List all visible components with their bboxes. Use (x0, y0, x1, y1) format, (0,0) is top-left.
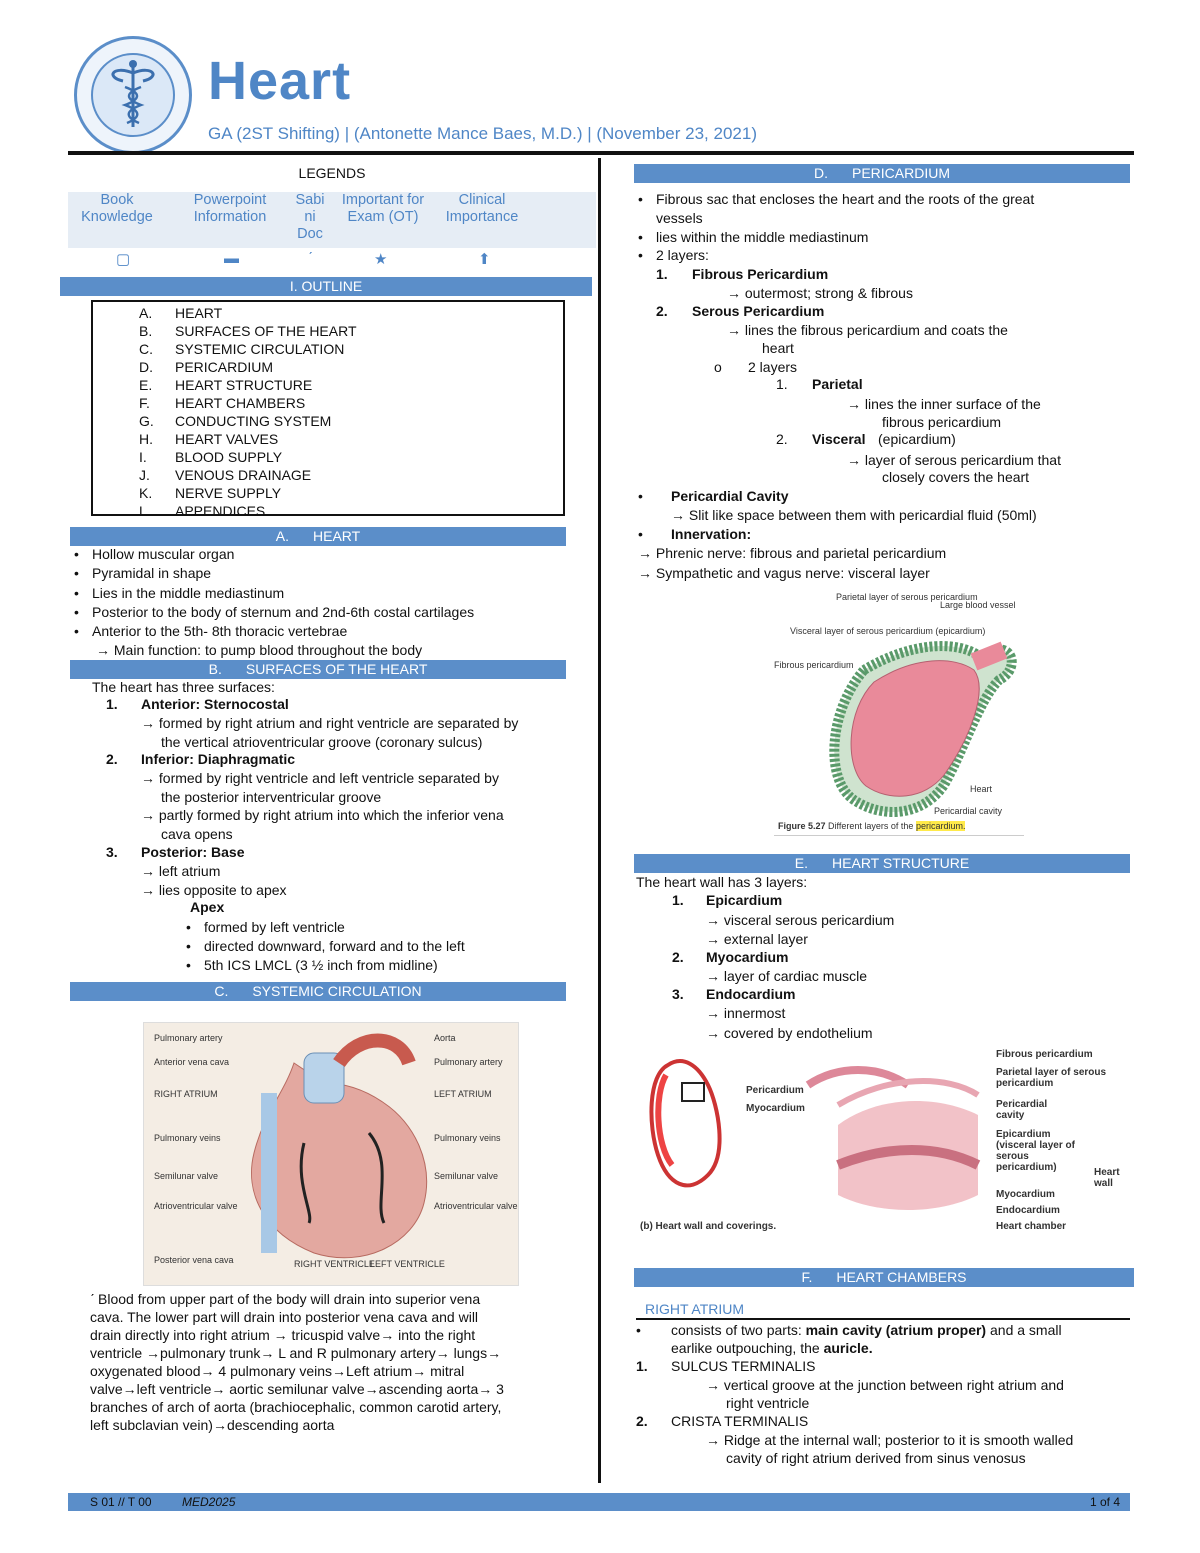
book-icon: ▢ (116, 251, 131, 268)
fig-label: Fibrous pericardium (774, 660, 854, 670)
sec-b-intro: The heart has three surfaces: (92, 679, 275, 695)
pericardium-text: 2 layers (748, 359, 798, 375)
chambers-text: consists of two parts: main cavity (atrium proper) and a small (671, 1322, 1062, 1338)
fig-label: Parietal layer of serous pericardium (996, 1067, 1107, 1089)
outline-item (139, 502, 357, 520)
chambers-text: → vertical groove at the junction between right atrium and (706, 1377, 1064, 1393)
fig-caption: (b) Heart wall and coverings. (640, 1221, 777, 1232)
fig-label: Parietal layer of serous pericardium (836, 592, 978, 602)
fig-label: Pericardial cavity (934, 806, 1003, 816)
pericardium-text: → lines the fibrous pericardium and coats the (727, 322, 1008, 338)
endocardium-title: Endocardium (706, 986, 796, 1002)
fig-label: Atrioventricular valve (434, 1201, 518, 1211)
fig-label: Pulmonary artery (154, 1033, 223, 1043)
outline-bar: I. OUTLINE (60, 277, 592, 296)
outline-letter: C. (139, 341, 153, 357)
surface-text: → lies opposite to apex (141, 882, 287, 898)
footer-code: S 01 // T 00 (90, 1495, 152, 1509)
circulation-text: ventricle →pulmonary trunk→ L and R pulmonary artery→ lungs→ (90, 1345, 502, 1361)
outline-label: HEART CHAMBERS (175, 395, 306, 411)
apex-item: directed downward, forward and to the left (204, 938, 465, 954)
bullet-dot: • (74, 623, 79, 639)
section-d-bar: D. PERICARDIUM (634, 164, 1130, 183)
outline-label: SURFACES OF THE HEART (175, 323, 357, 339)
surface-text: the vertical atrioventricular groove (coronary sulcus) (161, 734, 483, 750)
surface-text: cava opens (161, 826, 233, 842)
outline-letter: B. (139, 323, 153, 339)
chambers-text: cavity of right atrium derived from sinus venosus (726, 1450, 1026, 1466)
structure-text: → visceral serous pericardium (706, 912, 895, 928)
list-number: 2. (636, 1413, 648, 1429)
page-title: Heart (208, 51, 352, 111)
bullet-dot: • (186, 957, 191, 973)
bullet-dot: • (638, 526, 643, 542)
sec-a-bullet: Posterior to the body of sternum and 2nd-6th costal cartilages (92, 604, 475, 620)
outline-label: PERICARDIUM (175, 359, 274, 375)
footer-batch: MED2025 (182, 1495, 236, 1509)
outline-label: HEART (175, 305, 223, 321)
heart-wall-figure (638, 1045, 1130, 1241)
outline-item (139, 340, 357, 358)
outline-item (139, 484, 357, 502)
circulation-text: drain directly into right atrium → tricuspid valve→ into the right (90, 1327, 476, 1343)
structure-text: → external layer (706, 931, 808, 947)
page-footer (68, 1493, 1130, 1511)
outline-label: BLOOD SUPPLY (175, 449, 283, 465)
fig-label: LEFT VENTRICLE (370, 1259, 445, 1269)
fig-label: Heart chamber (996, 1221, 1067, 1232)
legend-book: Book Knowledge (81, 192, 153, 225)
epicardium-title: Epicardium (706, 892, 783, 908)
bullet-dot: • (638, 191, 643, 207)
outline-letter: H. (139, 431, 153, 447)
outline-letter: E. (139, 377, 153, 393)
sec-a-bullet: Lies in the middle mediastinum (92, 585, 285, 601)
subheading-rule (636, 1318, 1130, 1320)
fig-label: Myocardium (996, 1189, 1055, 1200)
bullet-dot: • (74, 604, 79, 620)
bullet-dot: • (636, 1322, 641, 1338)
structure-text: → layer of cardiac muscle (706, 968, 868, 984)
outline-label: APPENDICES (175, 503, 266, 519)
list-number: 1. (636, 1358, 648, 1374)
caduceus-icon (93, 55, 173, 135)
bullet-dot: • (186, 938, 191, 954)
legend-powerpoint: Powerpoint Information (193, 192, 267, 225)
fig-label: Pulmonary artery (434, 1057, 503, 1067)
myocardium-title: Myocardium (706, 949, 789, 965)
pericardium-text: lies within the middle mediastinum (656, 229, 869, 245)
bullet-dot: • (74, 546, 79, 562)
innervation-title: Innervation: (671, 526, 752, 542)
surface-text: → formed by right ventricle and left ventricle separated by (141, 770, 499, 786)
outline-item (139, 466, 357, 484)
list-number: 1. (776, 376, 788, 392)
circulation-text: cava. The lower part will drain into posterior vena cava and will (90, 1309, 479, 1325)
section-c-bar: C. SYSTEMIC CIRCULATION (70, 982, 566, 1001)
fig-label: Pericardial cavity (996, 1099, 1048, 1121)
outline-item (139, 376, 357, 394)
outline-item (139, 358, 357, 376)
bullet-dot: • (74, 565, 79, 581)
outline-letter: D. (139, 359, 153, 375)
outline-letter: A. (139, 305, 153, 321)
list-number: 3. (672, 986, 684, 1002)
outline-item (139, 322, 357, 340)
fig-label: Endocardium (996, 1205, 1060, 1216)
pericardium-text: 2 layers: (656, 247, 709, 263)
fig-label: Heart wall (1094, 1167, 1120, 1189)
surface-text: → left atrium (141, 863, 221, 879)
pericardium-text: closely covers the heart (882, 469, 1030, 485)
pericardium-text: fibrous pericardium (882, 414, 1002, 430)
fig-label: Visceral layer of serous pericardium (epicardium) (790, 626, 986, 636)
page-subtitle: GA (2ST Shifting) | (Antonette Mance Baes, M.D.) | (November 23, 2021) (208, 124, 757, 143)
sec-a-arrow: → Main function: to pump blood throughout the body (96, 642, 423, 658)
pericardium-text: → layer of serous pericardium that (847, 452, 1061, 468)
legend-clinical: Clinical Importance (445, 192, 519, 225)
fig-label: Semilunar valve (154, 1171, 219, 1181)
pericardium-text: → lines the inner surface of the (847, 396, 1041, 412)
header-rule (68, 151, 1134, 155)
legend-sabi: Sabi ni Doc (295, 192, 325, 242)
list-number: 1. (656, 266, 668, 282)
legends-row (68, 192, 596, 248)
surface-text: the posterior interventricular groove (161, 789, 382, 805)
column-divider (598, 158, 601, 1483)
sulcus-terminalis-title: SULCUS TERMINALIS (671, 1358, 816, 1374)
fig-label: Pulmonary veins (434, 1133, 501, 1143)
pericardium-text: → outermost; strong & fibrous (727, 285, 913, 301)
right-atrium-subheading: RIGHT ATRIUM (645, 1301, 745, 1317)
fig-label: Pericardium (746, 1085, 804, 1096)
section-e-bar: E. HEART STRUCTURE (634, 854, 1130, 873)
section-a-bar: A. HEART (70, 527, 566, 546)
pericardium-text: vessels (656, 210, 703, 226)
list-number: 1. (106, 696, 118, 712)
outline-list (139, 304, 357, 520)
legend-important: Important for Exam (OT) (341, 192, 425, 225)
structure-text: → covered by endothelium (706, 1025, 873, 1041)
list-number: 1. (672, 892, 684, 908)
legends-heading: LEGENDS (298, 165, 366, 181)
outline-letter: J. (139, 467, 150, 483)
outline-letter: I. (139, 449, 147, 465)
list-number: 2. (106, 751, 118, 767)
outline-letter: K. (139, 485, 153, 501)
speech-icon: ˊ (308, 250, 313, 267)
bullet-dot: • (74, 585, 79, 601)
pericardium-figure (774, 590, 1024, 836)
fig-label: Myocardium (746, 1103, 805, 1114)
sec-e-intro: The heart wall has 3 layers: (636, 874, 808, 890)
outline-label: CONDUCTING SYSTEM (175, 413, 332, 429)
sec-a-bullet: Anterior to the 5th- 8th thoracic vertebrae (92, 623, 348, 639)
list-number: 2. (672, 949, 684, 965)
list-marker: o (714, 359, 722, 375)
outline-label: HEART VALVES (175, 431, 279, 447)
bullet-dot: • (638, 488, 643, 504)
chambers-text: right ventricle (726, 1395, 810, 1411)
outline-item (139, 304, 357, 322)
page-number: 1 of 4 (1089, 1495, 1120, 1509)
chambers-text: → Ridge at the internal wall; posterior to it is smooth walled (706, 1432, 1074, 1448)
apex-heading: Apex (190, 899, 225, 915)
bullet-dot: • (638, 247, 643, 263)
apex-item: 5th ICS LMCL (3 ½ inch from midline) (204, 957, 438, 973)
fig-label: Posterior vena cava (154, 1255, 234, 1265)
outline-label: NERVE SUPPLY (175, 485, 282, 501)
circulation-text: left subclavian vein)→descending aorta (90, 1417, 335, 1433)
pericardium-text: heart (762, 340, 794, 356)
pin-icon: ⬆ (478, 251, 491, 268)
pericardium-text: → Slit like space between them with pericardial fluid (50ml) (671, 507, 1037, 523)
fig-label: Large blood vessel (940, 600, 1016, 610)
serous-pericardium-title: Serous Pericardium (692, 303, 825, 319)
outline-label: SYSTEMIC CIRCULATION (175, 341, 345, 357)
outline-item (139, 412, 357, 430)
fig-label: Epicardium (visceral layer of serous pericardium) (996, 1129, 1075, 1173)
circulation-text: branches of arch of aorta (brachiocephalic, common carotid artery, (90, 1399, 502, 1415)
parietal-title: Parietal (812, 376, 863, 392)
fibrous-pericardium-title: Fibrous Pericardium (692, 266, 829, 282)
presentation-icon: ▬ (224, 250, 239, 267)
outline-letter: F. (139, 395, 150, 411)
list-number: 2. (656, 303, 668, 319)
outline-item (139, 430, 357, 448)
bullet-dot: • (186, 919, 191, 935)
sec-a-bullet: Hollow muscular organ (92, 546, 235, 562)
surface-posterior: Posterior: Base (141, 844, 245, 860)
structure-text: → innermost (706, 1005, 786, 1021)
crista-terminalis-title: CRISTA TERMINALIS (671, 1413, 809, 1429)
fig-label: Aorta (434, 1033, 456, 1043)
apex-item: formed by left ventricle (204, 919, 345, 935)
outline-item (139, 448, 357, 466)
surface-anterior: Anterior: Sternocostal (141, 696, 289, 712)
outline-letter: G. (139, 413, 154, 429)
fig-label: Fibrous pericardium (996, 1049, 1093, 1060)
chambers-text: earlike outpouching, the auricle. (671, 1340, 873, 1356)
fig-label: Pulmonary veins (154, 1133, 221, 1143)
outline-label: HEART STRUCTURE (175, 377, 313, 393)
visceral-paren: (epicardium) (878, 431, 956, 447)
bullet-dot: • (638, 229, 643, 245)
fig-label: RIGHT ATRIUM (154, 1089, 218, 1099)
circulation-text: valve→left ventricle→ aortic semilunar valve→ascending aorta→ 3 (90, 1381, 504, 1397)
section-b-bar: B. SURFACES OF THE HEART (70, 660, 566, 679)
circulation-text: oxygenated blood→ 4 pulmonary veins→Left atrium→ mitral (90, 1363, 465, 1379)
visceral-title: Visceral (812, 431, 866, 447)
circulation-text: Blood from upper part of the body will drain into superior vena (98, 1291, 481, 1307)
surface-text: → partly formed by right atrium into which the inferior vena (141, 807, 504, 823)
fig-label: RIGHT VENTRICLE (294, 1259, 375, 1269)
list-number: 3. (106, 844, 118, 860)
fig-label: LEFT ATRIUM (434, 1089, 492, 1099)
section-f-bar: F. HEART CHAMBERS (634, 1268, 1134, 1287)
outline-letter: L. (139, 503, 151, 519)
pericardium-text: Fibrous sac that encloses the heart and the roots of the great (656, 191, 1035, 207)
surface-text: → formed by right atrium and right ventricle are separated by (141, 715, 519, 731)
outline-box (91, 300, 565, 519)
outline-label: VENOUS DRAINAGE (175, 467, 312, 483)
speech-icon: ˊ (90, 1291, 95, 1307)
pericardium-text: → Sympathetic and vagus nerve: visceral layer (638, 565, 930, 581)
fig-label: Heart (970, 784, 993, 794)
surface-inferior: Inferior: Diaphragmatic (141, 751, 296, 767)
legend-icons (68, 250, 596, 266)
fig-label: Semilunar valve (434, 1171, 499, 1181)
list-number: 2. (776, 431, 788, 447)
circulation-figure (143, 1022, 519, 1286)
school-seal-logo (74, 36, 192, 154)
fig-label: Atrioventricular valve (154, 1201, 238, 1211)
fig-caption: Figure 5.27 Different layers of the pericardium. (778, 821, 966, 831)
star-icon: ★ (374, 251, 388, 268)
pericardium-text: → Phrenic nerve: fibrous and parietal pericardium (638, 545, 947, 561)
outline-item (139, 394, 357, 412)
pericardial-cavity-title: Pericardial Cavity (671, 488, 789, 504)
sec-a-bullet: Pyramidal in shape (92, 565, 212, 581)
fig-label: Anterior vena cava (154, 1057, 230, 1067)
